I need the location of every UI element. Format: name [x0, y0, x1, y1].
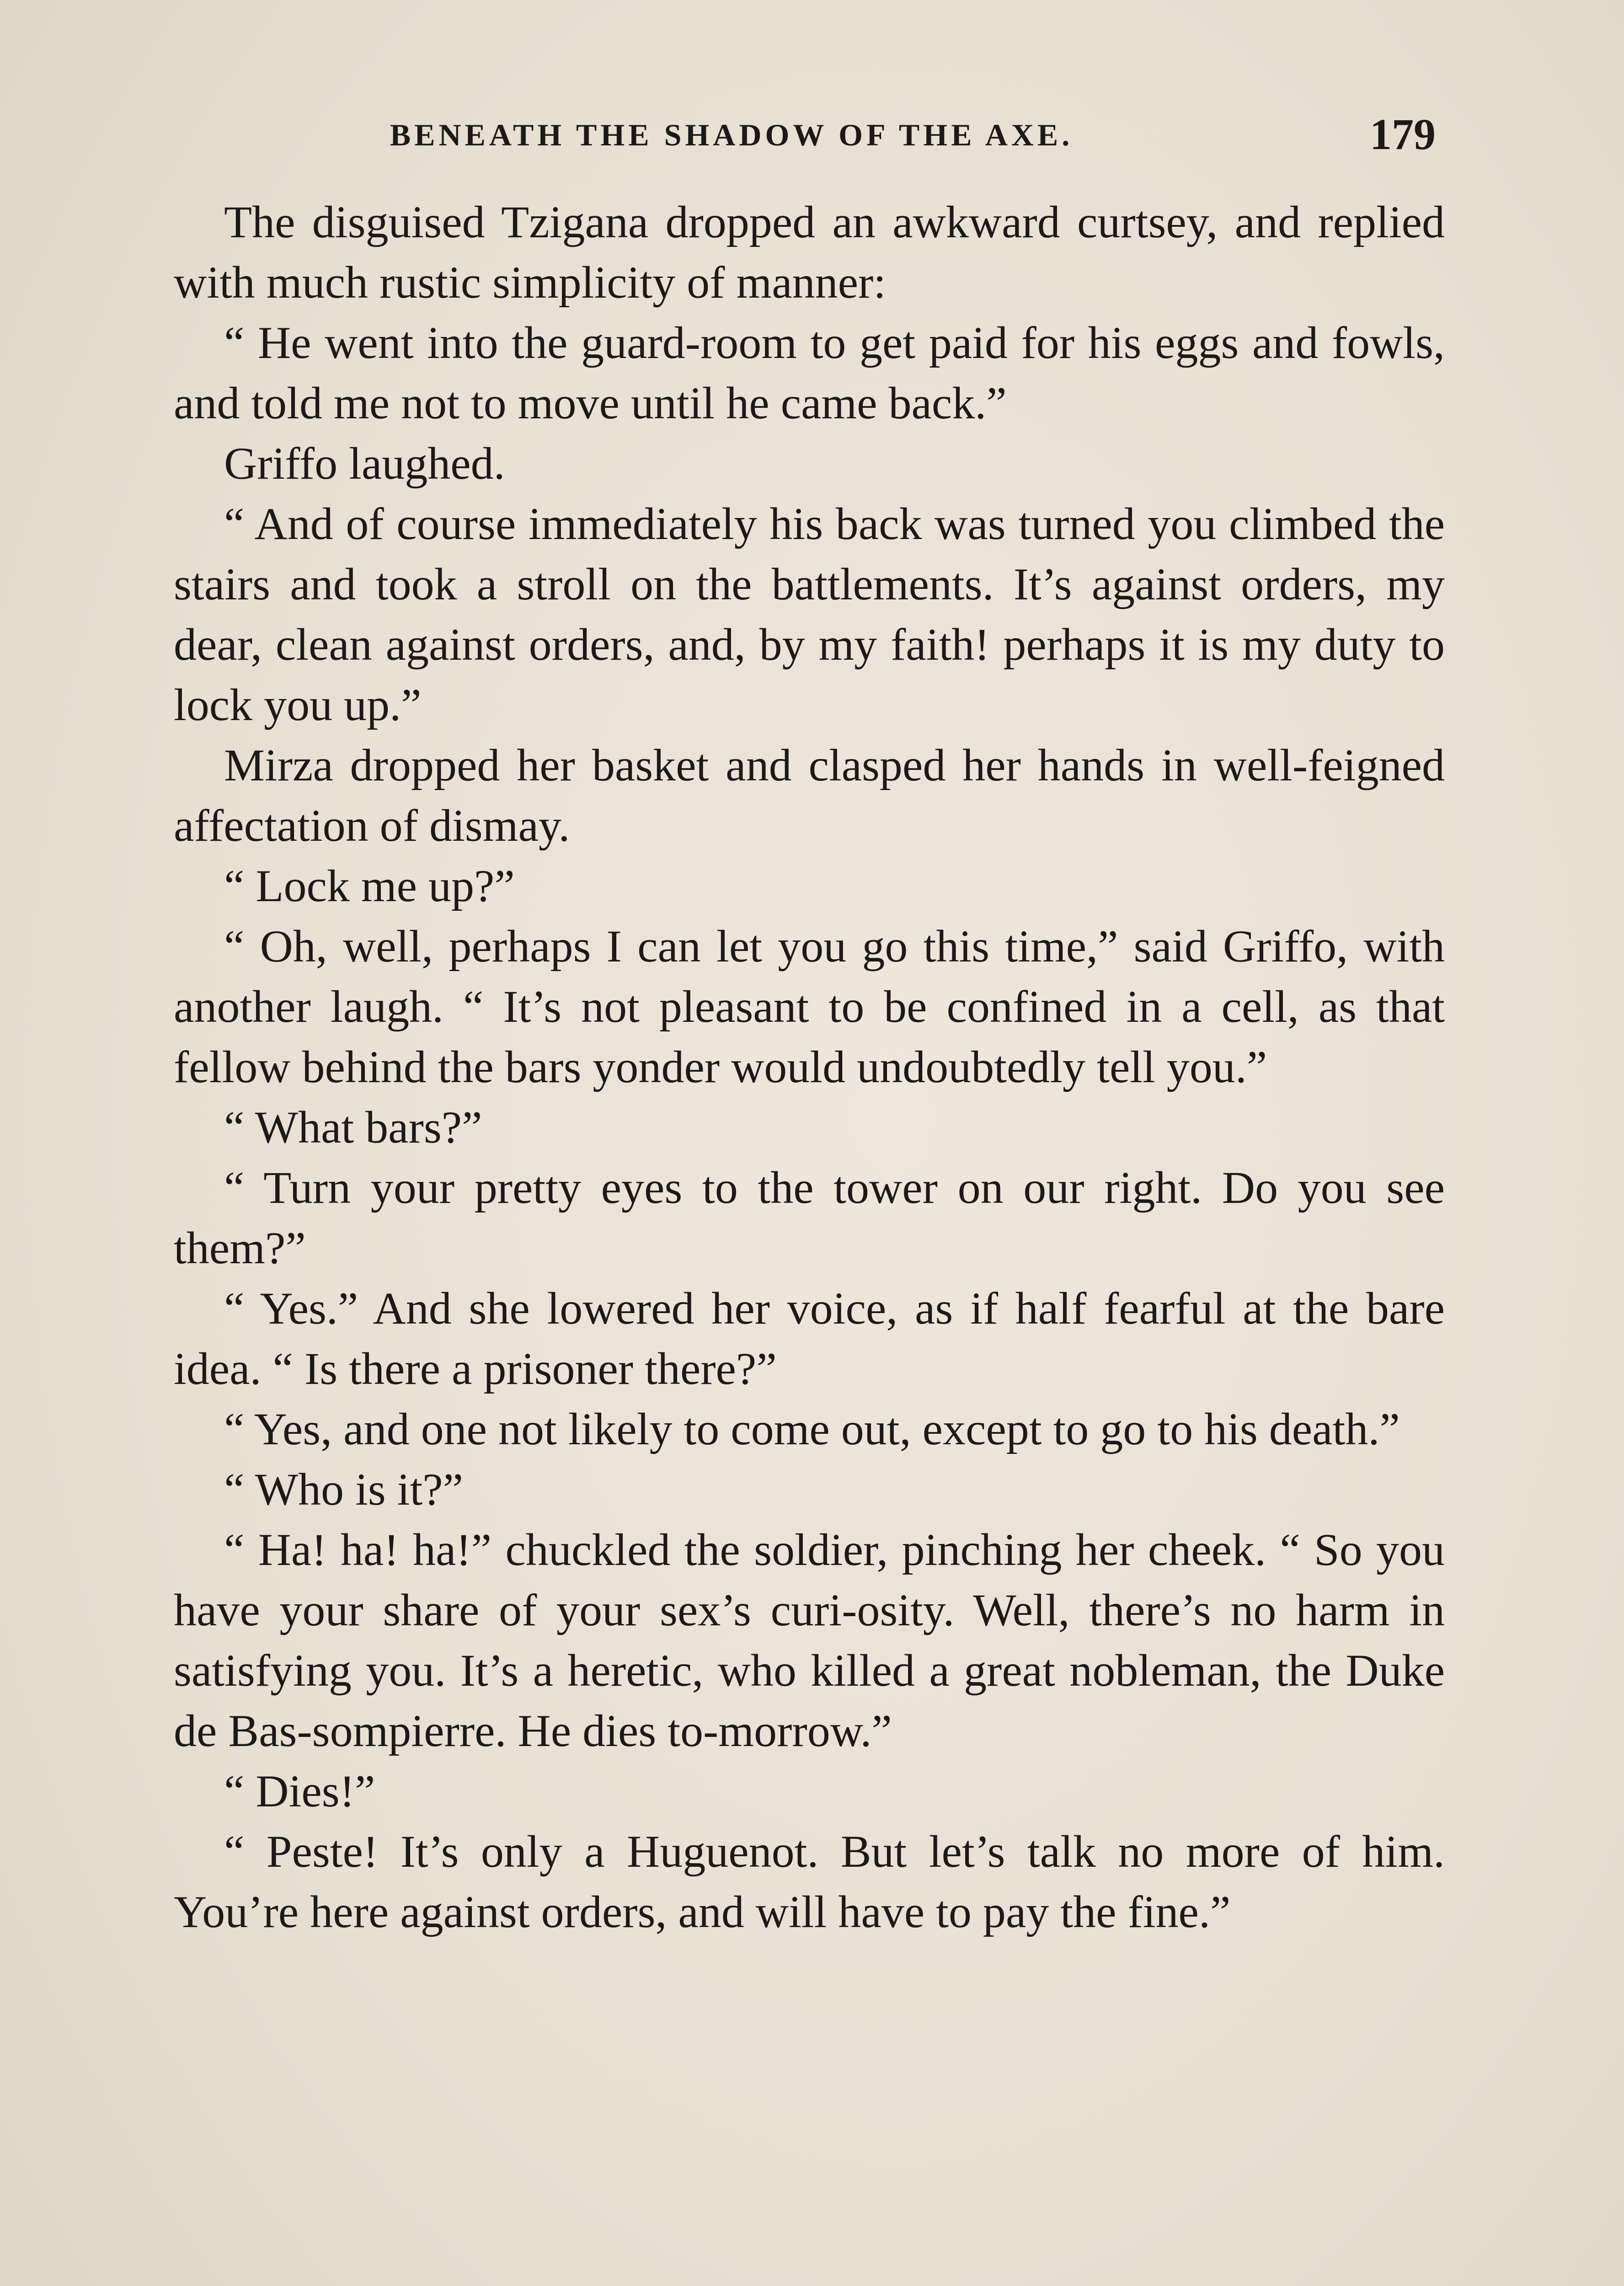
paragraph-6: “ Lock me up?”	[224, 860, 515, 911]
paragraph-1: The disguised Tzigana dropped an awkward curtsey, and replied with much rustic simplicity of manner:	[174, 197, 1445, 308]
paragraph-11: “ Yes, and one not likely to come out, except to go to his death.”	[224, 1404, 1400, 1454]
paragraph-8: “ What bars?”	[224, 1102, 482, 1153]
paragraph-4: “ And of course immediately his back was turned you climbed the stairs and took a stroll on the battlements. It’s against orders, my dear, clean against orders, and, by my faith! perhaps it is my duty to lock you up.”	[174, 498, 1445, 730]
paragraph-12: “ Who is it?”	[224, 1464, 463, 1515]
running-head	[174, 112, 1436, 167]
paragraph-5: Mirza dropped her basket and clasped her hands in well-feigned affectation of dismay.	[174, 740, 1445, 851]
body-text	[174, 192, 1445, 1942]
page-number: 179	[1370, 110, 1436, 159]
paragraph-13: “ Ha! ha! ha!” chuckled the soldier, pinching her cheek. “ So you have your share of your sex’s curi-osity. Well, there’s no harm in satisfying you. It’s a heretic, who killed a great nobleman, the Duke de Bas-sompierre. He dies to-morrow.”	[174, 1524, 1445, 1756]
paragraph-14: “ Dies!”	[224, 1766, 375, 1816]
paragraph-10: “ Yes.” And she lowered her voice, as if half fearful at the bare idea. “ Is there a prisoner there?”	[174, 1283, 1445, 1394]
paragraph-2: “ He went into the guard-room to get paid for his eggs and fowls, and told me not to move until he came back.”	[174, 317, 1445, 428]
paragraph-9: “ Turn your pretty eyes to the tower on our right. Do you see them?”	[174, 1162, 1445, 1273]
paragraph-15: “ Peste! It’s only a Huguenot. But let’s talk no more of him. You’re here against orders, and will have to pay the fine.”	[174, 1826, 1445, 1937]
running-title: BENEATH THE SHADOW OF THE AXE.	[390, 118, 1074, 152]
paragraph-3: Griffo laughed.	[224, 438, 505, 489]
paragraph-7: “ Oh, well, perhaps I can let you go this time,” said Griffo, with another laugh. “ It’s not pleasant to be confined in a cell, as that fellow behind the bars yonder would undoubtedly tell you.”	[174, 921, 1445, 1092]
